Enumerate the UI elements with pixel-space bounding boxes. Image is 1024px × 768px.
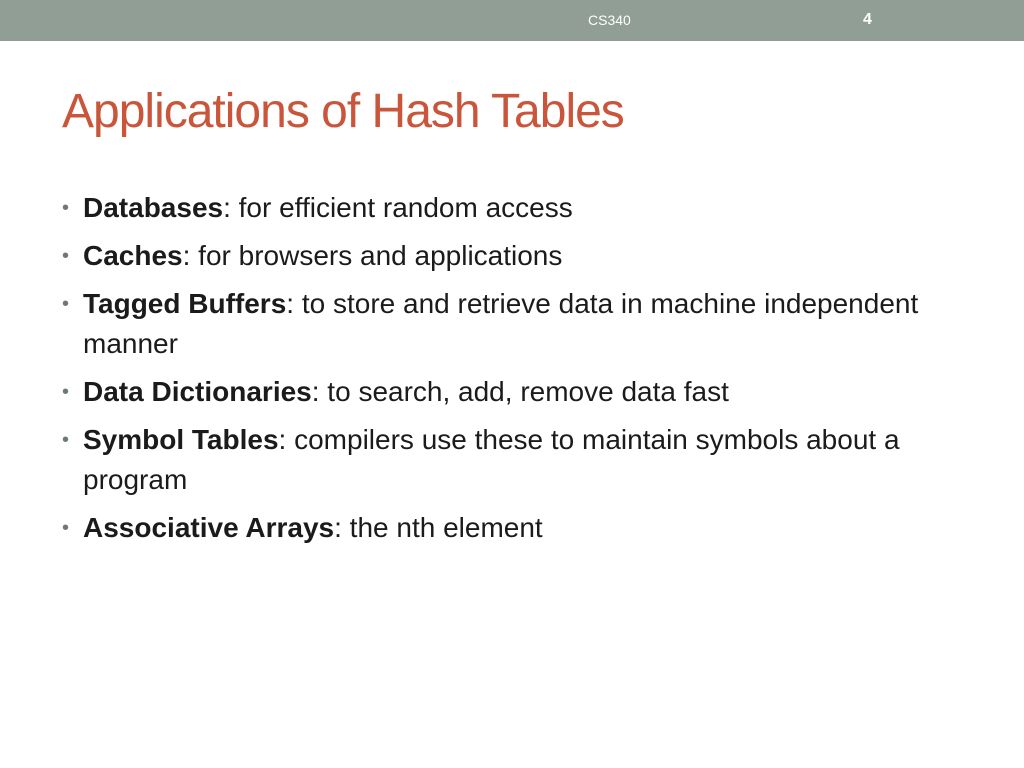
bullet-item-caches bbox=[62, 236, 982, 276]
bullet-item-symbol-tables bbox=[62, 420, 982, 500]
bullet-text: : the nth element bbox=[334, 512, 543, 543]
bullet-dot-icon: • bbox=[62, 429, 70, 451]
bullet-term: Caches bbox=[83, 240, 183, 271]
bullet-dot-icon: • bbox=[62, 197, 70, 219]
header-bar bbox=[0, 0, 1024, 41]
bullet-dot-icon: • bbox=[62, 245, 70, 267]
bullet-dot-icon: • bbox=[62, 381, 70, 403]
bullet-item-data-dictionaries bbox=[62, 372, 982, 412]
bullet-item-databases bbox=[62, 188, 982, 228]
slide-number: 4 bbox=[863, 11, 872, 28]
course-label: CS340 bbox=[588, 12, 631, 28]
bullet-text: : for browsers and applications bbox=[182, 240, 563, 271]
slide-title: Applications of Hash Tables bbox=[62, 85, 624, 138]
bullet-text: : to store and retrieve data in machine independent manner bbox=[83, 288, 919, 359]
bullet-term: Symbol Tables bbox=[83, 424, 279, 455]
bullet-term: Associative Arrays bbox=[83, 512, 335, 543]
bullet-list bbox=[62, 188, 982, 556]
bullet-term: Data Dictionaries bbox=[83, 376, 312, 407]
bullet-term: Databases bbox=[83, 192, 224, 223]
bullet-text: : to search, add, remove data fast bbox=[311, 376, 729, 407]
bullet-dot-icon: • bbox=[62, 293, 70, 315]
bullet-term: Tagged Buffers bbox=[83, 288, 287, 319]
bullet-text: : compilers use these to maintain symbols about a program bbox=[83, 424, 900, 495]
bullet-text: : for efficient random access bbox=[223, 192, 573, 223]
bullet-item-associative-arrays bbox=[62, 508, 982, 548]
bullet-item-tagged-buffers bbox=[62, 284, 982, 364]
bullet-dot-icon: • bbox=[62, 517, 70, 539]
